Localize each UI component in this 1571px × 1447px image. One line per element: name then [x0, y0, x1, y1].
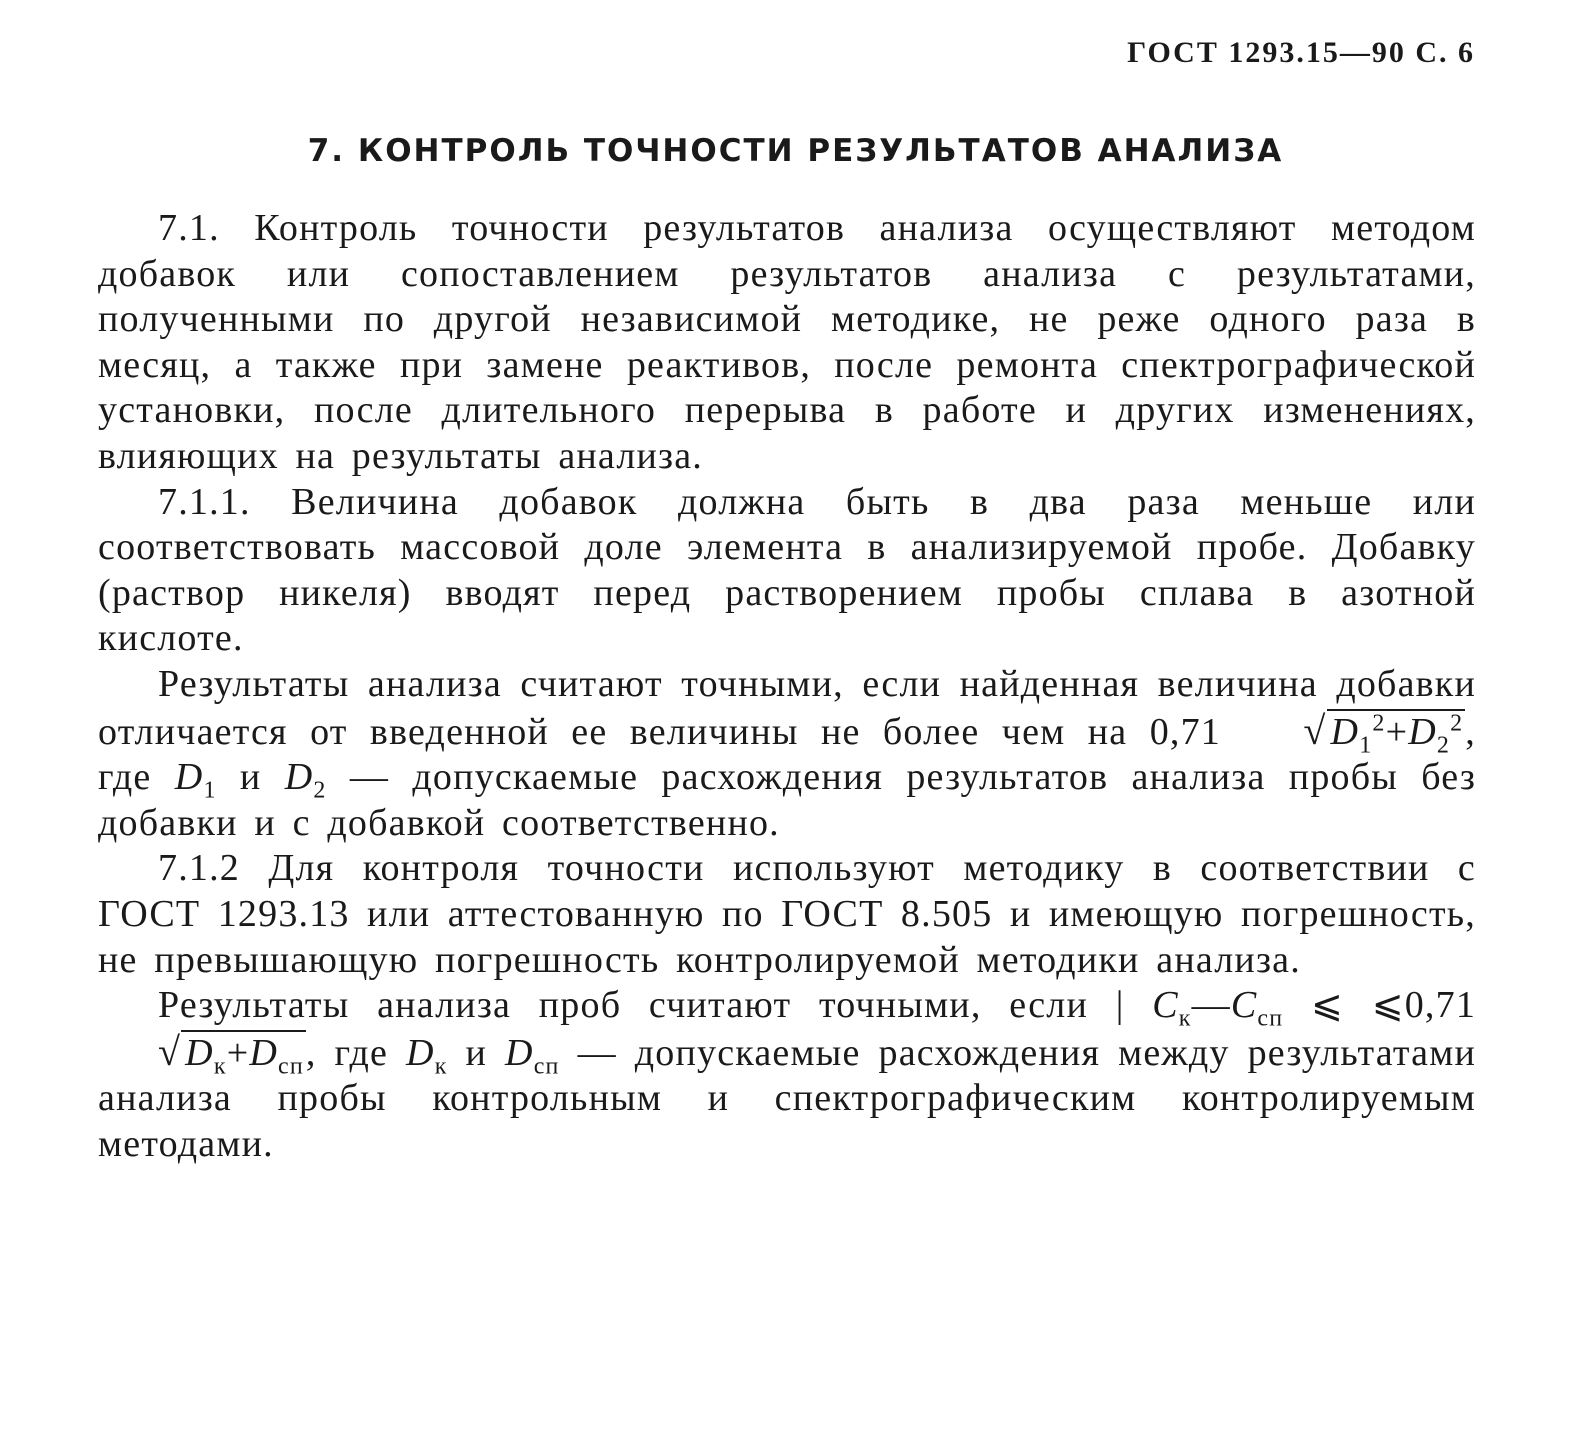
section-title: 7. КОНТРОЛЬ ТОЧНОСТИ РЕЗУЛЬТАТОВ АНАЛИЗА	[307, 133, 1284, 169]
paragraph-7-1-1: 7.1.1. Величина добавок должна быть в два раза меньше или соответствовать массовой доле элемента в анализируемой пробе. Добавку (раствор никеля) вводят перед растворением пробы сплава в азотной кислоте.	[98, 480, 1476, 660]
text-before-condition: Результаты анализа проб считают точными, если	[158, 984, 1088, 1027]
text-where: , где	[98, 710, 1476, 799]
condition-formula: | $C_к—C_{сп}$ ⩽ ⩽0,71√ $D_к+D_{сп}$	[98, 984, 1476, 1074]
paragraph-accuracy-comparison	[98, 983, 1476, 1167]
paragraph-accuracy-additive	[98, 662, 1476, 846]
paragraph-7-1-2: 7.1.2 Для контроля точности используют методику в соответствии с ГОСТ 1293.13 или аттестованную по ГОСТ 8.505 и имеющую погрешность, не превышающую погрешность контролируемой методики анализа.	[98, 847, 1476, 981]
radicand: $D_1^2+D_2^2$	[1327, 709, 1466, 753]
document-body	[98, 206, 1476, 1167]
page-header: ГОСТ 1293.15—90 С. 6	[1127, 36, 1475, 69]
variable-dsp: $D_{сп}$	[505, 1031, 560, 1080]
sqrt-formula-2: √ $D_к+D_{сп}$	[158, 1028, 304, 1080]
text-before-formula: Результаты анализа считают точными, если найденная величина добавки отличается от введенной ее величины не более чем на 0,71	[98, 662, 1476, 753]
variable-dk: $D_к$	[406, 1031, 448, 1080]
paragraph-7-1: 7.1. Контроль точности результатов анализа осуществляют методом добавок или сопоставлением результатов анализа с результатами, полученными по другой независимой методике, не реже одного раза в месяц, а также при замене реактивов, после ремонта спектрографической установки, после длительного перерыва в работе и других изменениях, влияющих на результаты анализа.	[98, 207, 1476, 477]
variable-d1: $D_1$	[174, 756, 217, 804]
radical-sign: √	[1303, 707, 1327, 753]
text-and-2: и	[465, 1031, 488, 1074]
variable-d2: $D_2$	[284, 756, 327, 804]
text-after-condition: — допускаемые расхождения между результатами анализа пробы контрольным и спектрографическим контролируемым методами.	[98, 1031, 1476, 1165]
text-and: и	[239, 756, 262, 799]
text-after-formula: — допускаемые расхождения результатов анализа пробы без добавки и с добавкой соответственно.	[98, 756, 1477, 844]
text-where-2: , где	[305, 1031, 389, 1074]
sqrt-formula	[1243, 707, 1465, 759]
